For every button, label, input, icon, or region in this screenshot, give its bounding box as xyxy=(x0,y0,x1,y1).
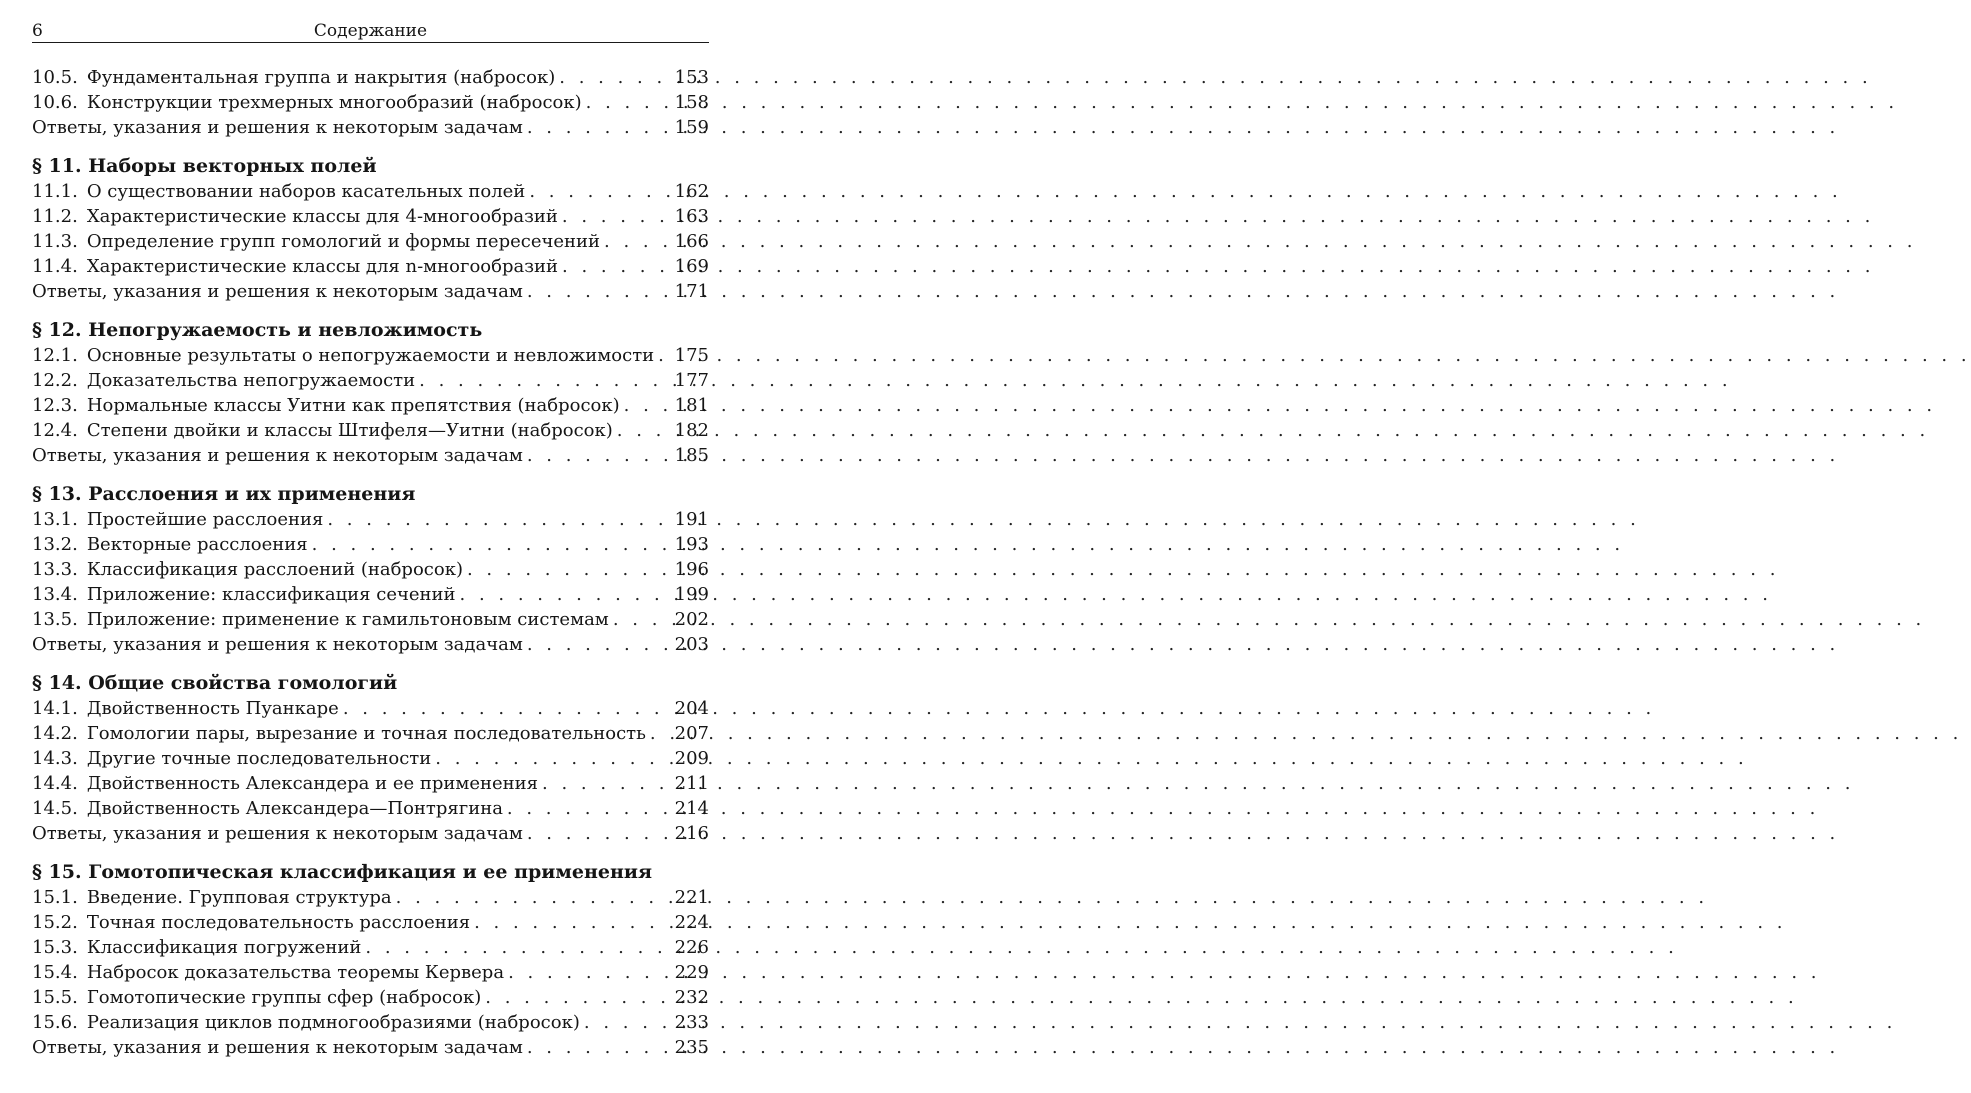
toc-entry-number: 11.2. xyxy=(32,206,78,227)
toc-entry xyxy=(32,115,709,140)
toc-entry-number: 12.1. xyxy=(32,345,78,366)
toc-dot-leader xyxy=(527,632,671,657)
toc-entry xyxy=(32,1010,709,1035)
toc-entry-title: Двойственность Пуанкаре xyxy=(86,698,339,719)
table-of-contents xyxy=(32,65,709,1060)
toc-dot-leader xyxy=(327,507,670,532)
toc-entry-title: Ответы, указания и решения к некоторым задачам xyxy=(32,823,523,844)
toc-entry-page: 226 xyxy=(674,937,709,958)
toc-entry-number: 14.2. xyxy=(32,723,78,744)
toc-entry xyxy=(32,607,709,632)
toc-dot-leader xyxy=(586,90,671,115)
toc-entry-page: 207 xyxy=(674,723,709,744)
toc-entry xyxy=(32,771,709,796)
toc-entry-page: 232 xyxy=(674,987,709,1008)
toc-entry xyxy=(32,229,709,254)
toc-entry xyxy=(32,254,709,279)
toc-entry-number: 10.6. xyxy=(32,92,78,113)
toc-entry-number: 14.5. xyxy=(32,798,78,819)
toc-entry-title: Другие точные последовательности xyxy=(86,748,432,769)
toc-entry xyxy=(32,821,709,846)
toc-section-title: § 11. Наборы векторных полей xyxy=(32,155,377,177)
toc-section xyxy=(32,154,709,304)
toc-entry xyxy=(32,418,709,443)
toc-entry xyxy=(32,343,709,368)
toc-dot-leader xyxy=(396,885,671,910)
toc-entry xyxy=(32,885,709,910)
toc-entry xyxy=(32,746,709,771)
toc-entry-number: 14.4. xyxy=(32,773,78,794)
toc-entry-page: 158 xyxy=(674,92,709,113)
toc-dot-leader xyxy=(435,746,670,771)
page-number: 6 xyxy=(32,21,43,41)
toc-section-title: § 13. Расслоения и их применения xyxy=(32,483,416,505)
toc-entry-page: 169 xyxy=(674,256,709,277)
toc-entry-page: 211 xyxy=(674,773,709,794)
toc-dot-leader xyxy=(460,582,671,607)
toc-entry-page: 162 xyxy=(674,181,709,202)
toc-entry-title: Ответы, указания и решения к некоторым задачам xyxy=(32,281,523,302)
toc-entry xyxy=(32,393,709,418)
toc-dot-leader xyxy=(529,179,670,204)
toc-section xyxy=(32,671,709,846)
toc-entry-title: Фундаментальная группа и накрытия (набросок) xyxy=(86,67,556,88)
toc-entry-page: 153 xyxy=(674,67,709,88)
toc-entry-page: 163 xyxy=(674,206,709,227)
toc-entry-title: Определение групп гомологий и формы пересечений xyxy=(86,231,601,252)
toc-entry-number: 12.2. xyxy=(32,370,78,391)
toc-entry xyxy=(32,1035,709,1060)
toc-lead-section xyxy=(32,65,709,140)
toc-entry-number: 13.5. xyxy=(32,609,78,630)
toc-entry-title: Основные результаты о непогружаемости и невложимости xyxy=(86,345,655,366)
toc-entry-number: 12.4. xyxy=(32,420,78,441)
toc-entry xyxy=(32,368,709,393)
page-header xyxy=(32,18,709,43)
toc-dot-leader xyxy=(562,254,671,279)
toc-dot-leader xyxy=(343,696,671,721)
toc-entry-page: 204 xyxy=(674,698,709,719)
toc-entry xyxy=(32,532,709,557)
toc-entry xyxy=(32,582,709,607)
toc-entry-page: 175 xyxy=(674,345,709,366)
toc-entry-title: Степени двойки и классы Штифеля—Уитни (набросок) xyxy=(86,420,613,441)
toc-entry-title: Гомотопические группы сфер (набросок) xyxy=(86,987,482,1008)
toc-entry-title: Приложение: применение к гамильтоновым системам xyxy=(86,609,609,630)
running-head-title: Содержание xyxy=(313,21,428,41)
toc-entry-title: Двойственность Александера—Понтрягина xyxy=(86,798,503,819)
toc-entry-title: Нормальные классы Уитни как препятствия (набросок) xyxy=(86,395,620,416)
toc-entry xyxy=(32,632,709,657)
toc-section xyxy=(32,860,709,1060)
toc-entry-page: 235 xyxy=(674,1037,709,1058)
toc-dot-leader xyxy=(559,65,670,90)
toc-entry-number: 14.3. xyxy=(32,748,78,769)
toc-entry-number: 15.5. xyxy=(32,987,78,1008)
toc-dot-leader xyxy=(467,557,671,582)
toc-entry-number: 15.3. xyxy=(32,937,78,958)
toc-entry-title: Конструкции трехмерных многообразий (набросок) xyxy=(86,92,582,113)
toc-entry-page: 229 xyxy=(674,962,709,983)
toc-entry-page: 166 xyxy=(674,231,709,252)
toc-entry-title: Двойственность Александера и ее применения xyxy=(86,773,539,794)
toc-entry xyxy=(32,910,709,935)
toc-entry xyxy=(32,279,709,304)
toc-entry-title: Векторные расслоения xyxy=(86,534,308,555)
toc-dot-leader xyxy=(527,821,671,846)
toc-entry xyxy=(32,179,709,204)
toc-entry-number: 10.5. xyxy=(32,67,78,88)
toc-dot-leader xyxy=(474,910,671,935)
toc-entry-page: 177 xyxy=(674,370,709,391)
toc-entry-number: 15.4. xyxy=(32,962,78,983)
toc-entry-title: Классификация погружений xyxy=(86,937,362,958)
toc-entry xyxy=(32,960,709,985)
toc-entry-page: 233 xyxy=(674,1012,709,1033)
toc-entry-title: Точная последовательность расслоения xyxy=(86,912,471,933)
toc-entry-number: 13.2. xyxy=(32,534,78,555)
toc-entry-title: Ответы, указания и решения к некоторым задачам xyxy=(32,445,523,466)
toc-entry xyxy=(32,796,709,821)
toc-entry xyxy=(32,557,709,582)
toc-entry-title: Простейшие расслоения xyxy=(86,509,324,530)
document-page xyxy=(32,18,709,1074)
toc-dot-leader xyxy=(650,721,671,746)
toc-section xyxy=(32,318,709,468)
toc-entry-title: Приложение: классификация сечений xyxy=(86,584,456,605)
toc-entry-title: Доказательства непогружаемости xyxy=(86,370,416,391)
toc-dot-leader xyxy=(365,935,670,960)
toc-entry-number: 15.1. xyxy=(32,887,78,908)
toc-entry-number: 11.4. xyxy=(32,256,78,277)
toc-entry-page: 224 xyxy=(674,912,709,933)
toc-entry-page: 214 xyxy=(674,798,709,819)
toc-entry xyxy=(32,443,709,468)
toc-entry-title: О существовании наборов касательных полей xyxy=(86,181,526,202)
toc-entry-page: 185 xyxy=(674,445,709,466)
toc-entry-number: 11.3. xyxy=(32,231,78,252)
toc-section-title: § 15. Гомотопическая классификация и ее применения xyxy=(32,861,652,883)
toc-dot-leader xyxy=(613,607,671,632)
toc-entry-page: 202 xyxy=(674,609,709,630)
toc-entry xyxy=(32,507,709,532)
toc-section-title: § 14. Общие свойства гомологий xyxy=(32,672,398,694)
toc-entry-number: 15.6. xyxy=(32,1012,78,1033)
toc-entry-page: 171 xyxy=(674,281,709,302)
toc-entry-page: 191 xyxy=(674,509,709,530)
toc-entry-title: Гомологии пары, вырезание и точная последовательность xyxy=(86,723,646,744)
toc-entry-page: 181 xyxy=(674,395,709,416)
toc-entry xyxy=(32,935,709,960)
toc-entry xyxy=(32,721,709,746)
toc-entry xyxy=(32,696,709,721)
toc-dot-leader xyxy=(485,985,670,1010)
toc-dot-leader xyxy=(617,418,671,443)
toc-entry-title: Ответы, указания и решения к некоторым задачам xyxy=(32,634,523,655)
toc-section xyxy=(32,482,709,657)
toc-section-title: § 12. Непогружаемость и невложимость xyxy=(32,319,483,341)
toc-dot-leader xyxy=(419,368,671,393)
toc-entry-page: 193 xyxy=(674,534,709,555)
toc-dot-leader xyxy=(527,115,671,140)
toc-entry xyxy=(32,90,709,115)
toc-entry-title: Ответы, указания и решения к некоторым задачам xyxy=(32,1037,523,1058)
toc-entry-number: 14.1. xyxy=(32,698,78,719)
toc-entry-page: 196 xyxy=(674,559,709,580)
toc-dot-leader xyxy=(507,796,671,821)
toc-dot-leader xyxy=(604,229,671,254)
toc-entry-title: Реализация циклов подмногообразиями (набросок) xyxy=(86,1012,580,1033)
toc-entry xyxy=(32,65,709,90)
toc-entry-page: 209 xyxy=(674,748,709,769)
toc-entry xyxy=(32,204,709,229)
toc-entry-number: 11.1. xyxy=(32,181,78,202)
toc-entry-title: Классификация расслоений (набросок) xyxy=(86,559,463,580)
toc-entry-page: 216 xyxy=(674,823,709,844)
toc-entry-page: 203 xyxy=(674,634,709,655)
toc-entry-title: Набросок доказательства теоремы Кервера xyxy=(86,962,505,983)
toc-entry-title: Характеристические классы для n-многообразий xyxy=(86,256,559,277)
toc-entry-title: Ответы, указания и решения к некоторым задачам xyxy=(32,117,523,138)
toc-entry-page: 159 xyxy=(674,117,709,138)
toc-entry-title: Введение. Групповая структура xyxy=(86,887,392,908)
toc-entry-number: 13.4. xyxy=(32,584,78,605)
toc-entry-title: Характеристические классы для 4-многообразий xyxy=(86,206,558,227)
toc-entry-page: 182 xyxy=(674,420,709,441)
toc-dot-leader xyxy=(312,532,671,557)
toc-entry-number: 13.1. xyxy=(32,509,78,530)
toc-dot-leader xyxy=(527,1035,671,1060)
toc-entry-page: 199 xyxy=(674,584,709,605)
toc-dot-leader xyxy=(527,279,671,304)
toc-dot-leader xyxy=(624,393,671,418)
toc-dot-leader xyxy=(508,960,671,985)
toc-dot-leader xyxy=(527,443,671,468)
toc-dot-leader xyxy=(658,343,670,368)
toc-entry-number: 13.3. xyxy=(32,559,78,580)
toc-entry-page: 221 xyxy=(674,887,709,908)
toc-dot-leader xyxy=(584,1010,671,1035)
toc-dot-leader xyxy=(562,204,671,229)
toc-entry-number: 15.2. xyxy=(32,912,78,933)
toc-entry xyxy=(32,985,709,1010)
toc-entry-number: 12.3. xyxy=(32,395,78,416)
toc-dot-leader xyxy=(542,771,671,796)
